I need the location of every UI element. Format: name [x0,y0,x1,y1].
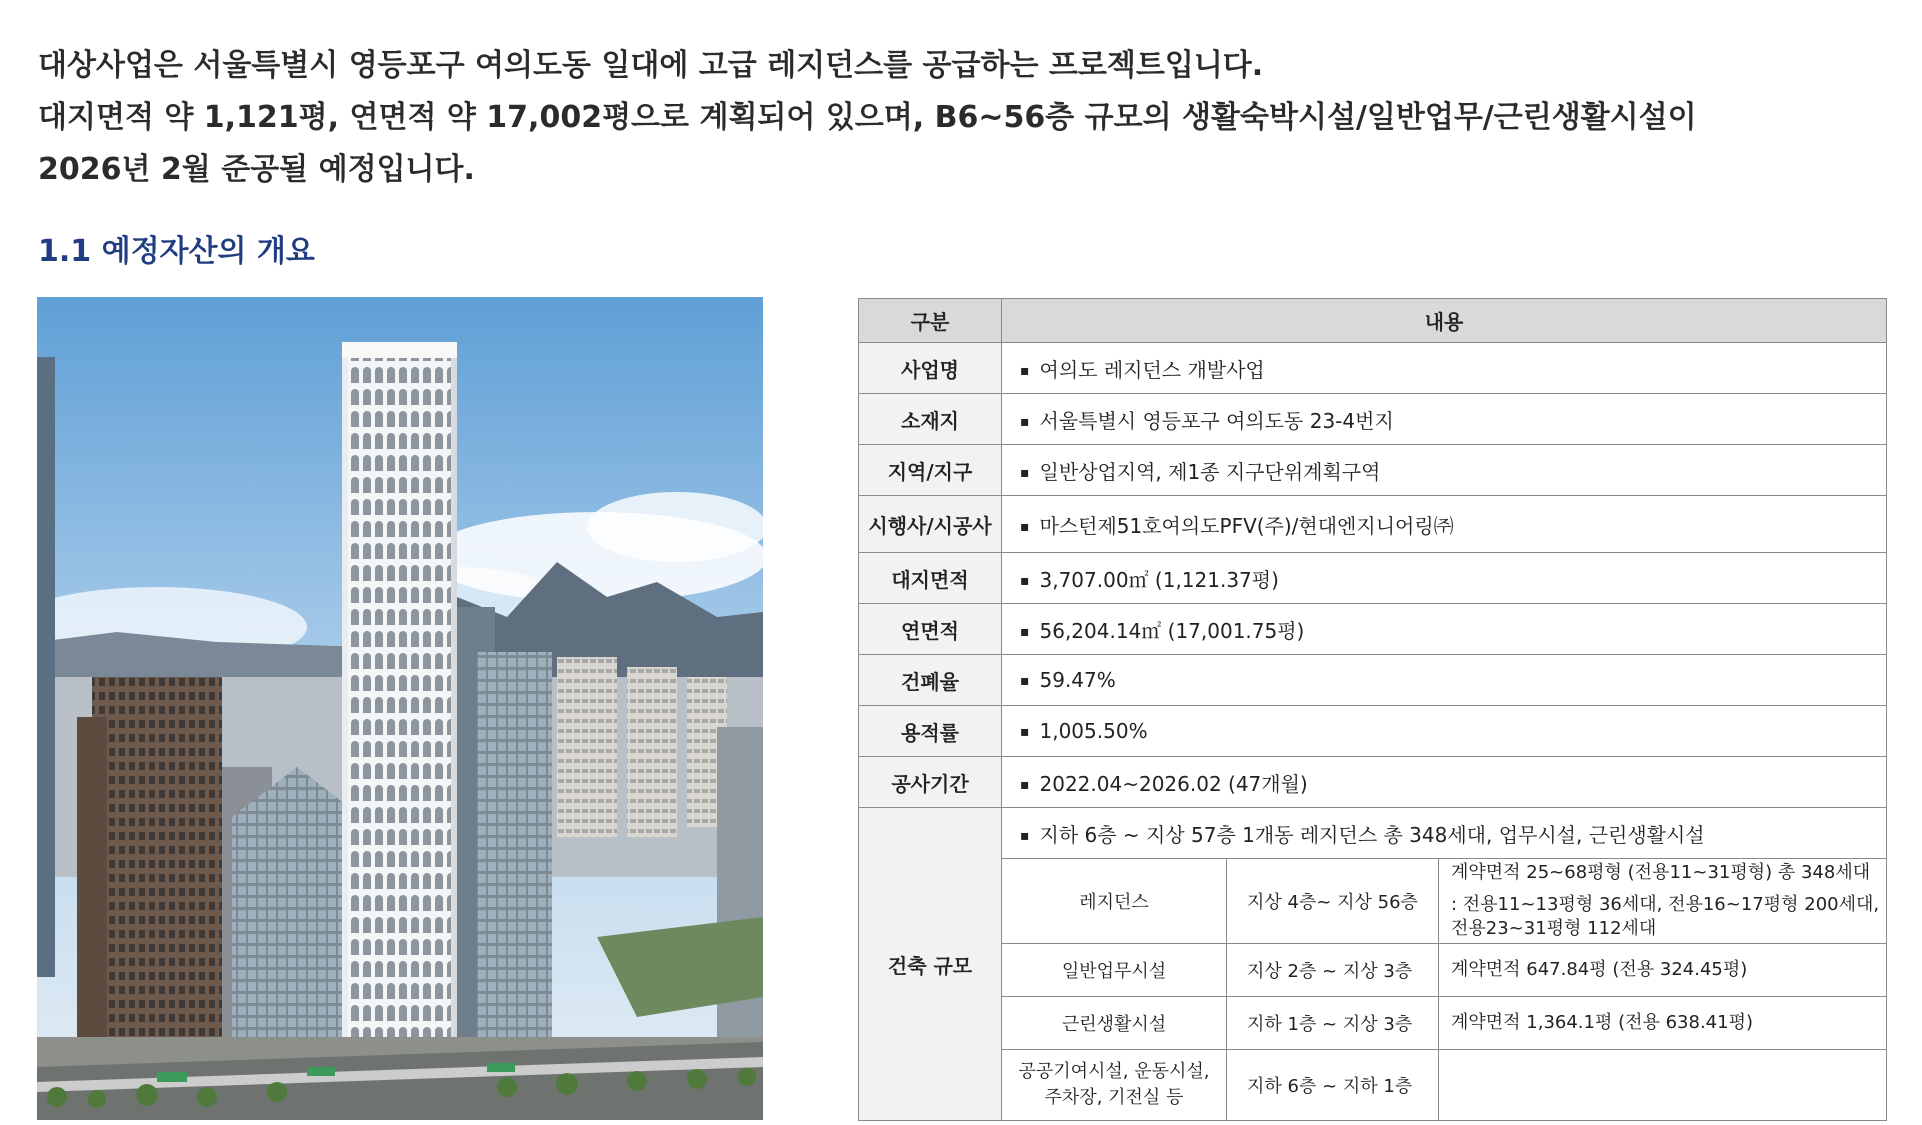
row-value [1002,706,1887,757]
sub-item-detail [1439,1050,1887,1121]
sub-item-name: 근린생활시설 [1002,997,1227,1050]
row-label: 대지면적 [859,553,1002,604]
building-rendering-image [37,297,763,1120]
sub-item-name-line: 공공기여시설, 운동시설, [1018,1061,1210,1082]
sub-item-detail-line: 전용23~31평형 112세대 [1451,918,1657,939]
row-label: 건폐율 [859,655,1002,706]
header-category: 구분 [859,299,1002,343]
row-value [1002,757,1887,808]
row-label: 용적률 [859,706,1002,757]
row-value-text: ▪ 3,707.00㎡ (1,121.37평) [1020,568,1279,592]
sub-item-detail-line: 계약면적 25~68평형 (전용11~31평형) 총 348세대 [1451,862,1871,883]
row-value [1002,553,1887,604]
sub-item-detail: 계약면적 647.84평 (전용 324.45평) [1439,944,1887,997]
sub-item-name [1002,1050,1227,1121]
sub-item-detail: 계약면적 1,364.1평 (전용 638.41평) [1439,997,1887,1050]
row-value [1002,496,1887,553]
header-content: 내용 [1002,299,1887,343]
row-value [1002,445,1887,496]
row-value [1002,655,1887,706]
row-label: 소재지 [859,394,1002,445]
row-value-text: ▪ 2022.04~2026.02 (47개월) [1020,772,1308,796]
row-label: 공사기간 [859,757,1002,808]
row-value-text: ▪ 서울특별시 영등포구 여의도동 23-4번지 [1020,409,1394,433]
row-value [1002,343,1887,394]
row-value-text: ▪ 마스턴제51호여의도PFV(주)/현대엔지니어링㈜ [1020,514,1454,538]
row-label: 시행사/시공사 [859,496,1002,553]
intro-line-1: 대상사업은 서울특별시 영등포구 여의도동 일대에 고급 레지던스를 공급하는 프로젝트입니다. [38,48,1264,83]
row-value-text: ▪ 여의도 레지던스 개발사업 [1020,358,1265,382]
building-scale-label: 건축 규모 [859,808,1002,1121]
sub-item-name-line: 주차장, 기전실 등 [1044,1087,1184,1108]
sub-item-detail [1439,859,1887,944]
row-label: 연면적 [859,604,1002,655]
row-label: 지역/지구 [859,445,1002,496]
row-label: 사업명 [859,343,1002,394]
row-value [1002,394,1887,445]
sub-item-levels: 지상 4층~ 지상 56층 [1227,859,1439,944]
intro-line-2: 대지면적 약 1,121평, 연면적 약 17,002평으로 계획되어 있으며, B6~56층 규모의 생활숙박시설/일반업무/근린생활시설이 [38,100,1697,135]
asset-overview-table [858,298,1887,1121]
sub-item-levels: 지하 6층 ~ 지하 1층 [1227,1050,1439,1121]
intro-text [38,40,1738,196]
intro-line-3: 2026년 2월 준공될 예정입니다. [38,152,475,187]
sub-item-levels: 지상 2층 ~ 지상 3층 [1227,944,1439,997]
building-summary [1002,808,1887,859]
section-title: 1.1 예정자산의 개요 [38,234,315,269]
sub-item-name: 일반업무시설 [1002,944,1227,997]
row-value-text: ▪ 56,204.14㎡ (17,001.75평) [1020,619,1304,643]
row-value-text: ▪ 59.47% [1020,668,1116,692]
sub-item-levels: 지하 1층 ~ 지상 3층 [1227,997,1439,1050]
sub-item-name: 레지던스 [1002,859,1227,944]
row-value-text: ▪ 일반상업지역, 제1종 지구단위계획구역 [1020,460,1380,484]
row-value [1002,604,1887,655]
building-summary-text: ▪ 지하 6층 ~ 지상 57층 1개동 레지던스 총 348세대, 업무시설, 근린생활시설 [1020,823,1705,847]
row-value-text: ▪ 1,005.50% [1020,719,1148,743]
sub-item-detail-line: : 전용11~13평형 36세대, 전용16~17평형 200세대, [1451,894,1880,915]
